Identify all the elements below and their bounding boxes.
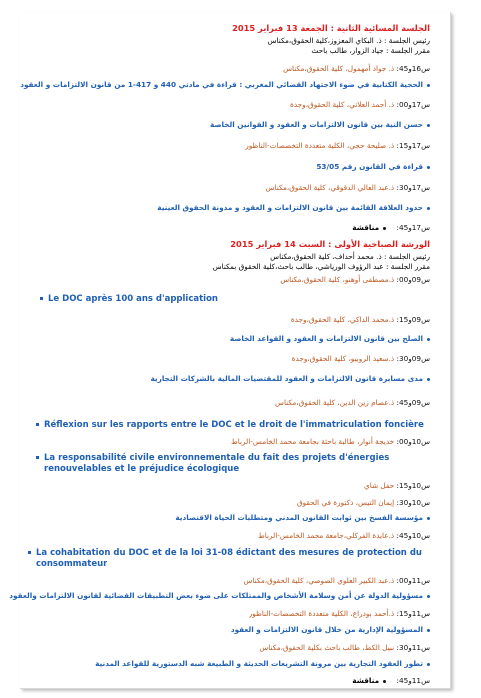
talk-title: مدى مسايرة قانون الالتزامات و العقود للمقتضيات المالية بالشركات التجارية [150, 373, 430, 385]
talk-speaker: ذ.عبد العالي الدقوقي، كلية الحقوق،مكناس [265, 183, 395, 192]
section-heading: La cohabitation du DOC et de la loi 31-08 édictant des mesures de protection du [28, 547, 422, 559]
bullet-icon [427, 378, 430, 381]
bullet-icon [427, 124, 430, 127]
talk-row: س10و00: خديجة أنوار، طالبة باحثة بجامعة محمد الخامس-الرباط [230, 437, 430, 446]
section-heading-continued: renouvelables et le préjudice écologique [44, 464, 240, 474]
section-heading: Réflexion sur les rapports entre le DOC et le droit de l'immatriculation foncière [36, 419, 424, 431]
talk-title: الصلح بين قانون الالتزامات و العقود و القواعد الخاصة [230, 333, 430, 345]
bullet-icon [28, 551, 31, 554]
bullet-icon [36, 423, 39, 426]
talk-speaker: ذ.أحمد بودراع، الكلية متعددة التخصصات-الناظور [248, 609, 395, 618]
section-heading-continued: consommateur [36, 559, 108, 569]
talk-row: س09و45: ذ.عصام زين الدين، كلية الحقوق،مكناس [275, 398, 430, 407]
talk-row: س11و45: مناقشة [352, 676, 430, 685]
talk-speaker: ذ.عايدة الفركلي،جامعة محمد الخامس-الرباط [258, 531, 395, 540]
bullet-icon [427, 629, 430, 632]
talk-title: قراءة في القانون رقم 53/05 [316, 161, 430, 173]
workshop-chair: رئيس الجلسة : ذ. محمد أحداف، كلية الحقوق،مكناس [270, 252, 430, 261]
talk-speaker: ذ.محمد الداكي، كلية الحقوق،وجدة [290, 315, 395, 324]
bullet-icon [427, 207, 430, 210]
talk-title: حسن النية بين قانون الالتزامات و العقود و القوانين الخاصة [210, 119, 430, 131]
talk-speaker: حفل شاي [364, 481, 395, 490]
talk-time: س16و45 [398, 64, 430, 73]
talk-title: حدود العلاقة القائمة بين قانون الالتزامات و العقود و مدونة الحقوق العينية [157, 202, 430, 214]
talk-row: س10و45: ذ.عايدة الفركلي،جامعة محمد الخامس-الرباط [258, 531, 430, 540]
talk-row: س17و15: ذ. صليحة حجي، الكلية متعددة التخصصات-الناظور [245, 141, 430, 150]
bullet-icon [427, 663, 430, 666]
bullet-icon [427, 517, 430, 520]
talk-row: س17و30: ذ.عبد العالي الدقوقي، كلية الحقوق،مكناس [265, 183, 430, 192]
talk-speaker: ذ.عبد الكبير العلوي الصوصي، كلية الحقوق،مكناس [243, 576, 395, 585]
workshop-title: الورشة الصباحية الأولى : السبت 14 فبراير 2015 [230, 239, 430, 249]
document-page [9, 12, 451, 689]
bullet-icon [383, 680, 386, 683]
talk-row: س10و15: حفل شاي [364, 481, 430, 490]
workshop-reporter: مقرر الجلسة : عبد الرؤوف الورياشي، طالب باحث،كلية الحقوق بمكناس [212, 262, 430, 271]
talk-title: مؤسسة الفسخ بين ثوابت القانون المدني ومتطلبات الحياة الاقتصادية [175, 512, 430, 524]
section-heading: La responsabilité civile environnementale du fait des projets d'énergies [36, 452, 389, 464]
discussion-label: مناقشة [352, 676, 380, 685]
talk-speaker: ذ. أحمد العلاتي، كلية الحقوق،وجدة [290, 100, 395, 109]
discussion-label: مناقشة [352, 223, 380, 232]
talk-speaker: ذ.مصطفى أوهنو، كلية الحقوق،مكناس [280, 275, 395, 284]
talk-row: س11و00: ذ.عبد الكبير العلوي الصوصي، كلية الحقوق،مكناس [243, 576, 430, 585]
talk-title: مسؤولية الدولة عن أمن وسلامة الأشخاص والممتلكات على ضوء بعض التطبيقات القضائية لقانون الالتزامات والعقود [9, 590, 430, 602]
bullet-icon [427, 84, 430, 87]
talk-row: س11و30: نبيل الكط، طالب باحث بكلية الحقوق،مكناس [259, 643, 430, 652]
talk-title: الحجية الكتابية في ضوء الاجتهاد القضائي المغربي : قراءة في مادتي 440 و 417-1 من قانون الالتزامات و العقود [20, 79, 430, 91]
bullet-icon [427, 595, 430, 598]
talk-speaker: إيمان التيس، دكتورة في الحقوق [297, 498, 395, 507]
talk-row: س17و45: مناقشة [352, 223, 430, 232]
bullet-icon [427, 166, 430, 169]
talk-row: س17و00: ذ. أحمد العلاتي، كلية الحقوق،وجدة [290, 100, 430, 109]
talk-row: س10و30: إيمان التيس، دكتورة في الحقوق [297, 498, 430, 507]
session-chair: رئيس الجلسة : ذ. البكاي المعزوز،كلية الحقوق،مكناس [267, 36, 430, 45]
session-title: الجلسة المسائية الثانية : الجمعة 13 فبراير 2015 [232, 23, 430, 33]
bullet-icon [383, 227, 386, 230]
talk-speaker: ذ.سعيد الروبيو، كلية الحقوق،وجدة [291, 354, 395, 363]
talk-title: تطور العقود التجارية بين مرونة التشريعات الحديثة و الطبيعة شبه الدستورية للقواعد المدنية [95, 658, 430, 670]
talk-row: س09و15: ذ.محمد الداكي، كلية الحقوق،وجدة [290, 315, 430, 324]
session-reporter: مقرر الجلسة : جياد الزوار، طالب باحث [311, 46, 430, 55]
talk-row: س09و30: ذ.سعيد الروبيو، كلية الحقوق،وجدة [291, 354, 430, 363]
talk-row: س09و00: ذ.مصطفى أوهنو، كلية الحقوق،مكناس [280, 275, 430, 284]
talk-speaker: ذ. جواد أمهمول، كلية الحقوق،مكناس [283, 64, 395, 73]
talk-speaker: ذ.عصام زين الدين، كلية الحقوق،مكناس [275, 398, 395, 407]
talk-row: س16و45: ذ. جواد أمهمول، كلية الحقوق،مكناس [283, 64, 430, 73]
talk-row: س11و15: ذ.أحمد بودراع، الكلية متعددة التخصصات-الناظور [248, 609, 430, 618]
section-heading: Le DOC après 100 ans d'application [40, 293, 218, 305]
talk-speaker: نبيل الكط، طالب باحث بكلية الحقوق،مكناس [259, 643, 395, 652]
talk-title: المسؤولية الإدارية من خلال قانون الالتزامات و العقود [231, 624, 430, 636]
bullet-icon [427, 338, 430, 341]
bullet-icon [40, 297, 43, 300]
bullet-icon [36, 456, 39, 459]
talk-speaker: ذ. صليحة حجي، الكلية متعددة التخصصات-الناظور [245, 141, 395, 150]
talk-speaker: خديجة أنوار، طالبة باحثة بجامعة محمد الخامس-الرباط [230, 437, 395, 446]
